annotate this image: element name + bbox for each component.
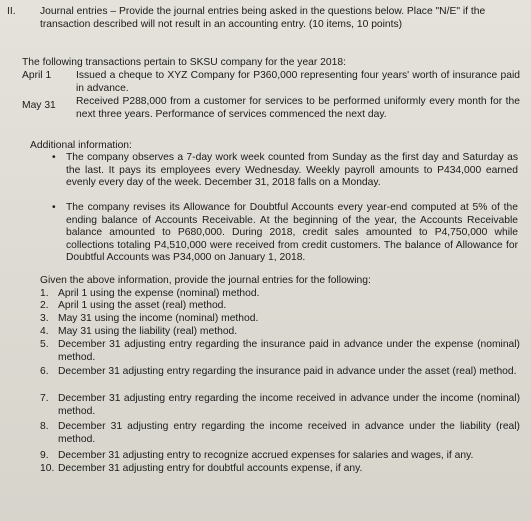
bullet-dot: • bbox=[52, 202, 56, 213]
question-text: December 31 adjusting entry regarding the insurance paid in advance under the asset (real) method. bbox=[58, 366, 517, 377]
question-number: 1. bbox=[40, 288, 49, 299]
transaction-date: April 1 bbox=[22, 70, 52, 81]
question-number: 4. bbox=[40, 326, 49, 337]
question-number: 8. bbox=[40, 421, 49, 432]
question-text: December 31 adjusting entry regarding the income received in advance under the liability (real) method. bbox=[58, 421, 520, 445]
question-number: 9. bbox=[40, 450, 49, 461]
transaction-date: May 31 bbox=[22, 100, 56, 111]
section-instructions: Journal entries – Provide the journal entries being asked in the questions below. Place "N/E" if the transaction described will not result in an accounting entry. (10 items, 10 points) bbox=[40, 6, 486, 30]
transaction-description: Received P288,000 from a customer for services to be performed uniformly every month for the next three years. Performance of services commenced the next day. bbox=[76, 96, 520, 120]
question-number: 7. bbox=[40, 393, 49, 404]
additional-info-label: Additional information: bbox=[30, 140, 132, 151]
question-text: April 1 using the asset (real) method. bbox=[58, 300, 227, 311]
question-number: 2. bbox=[40, 300, 49, 311]
section-number: II. bbox=[7, 6, 16, 17]
bullet-dot: • bbox=[52, 152, 56, 163]
transactions-intro: The following transactions pertain to SKSU company for the year 2018: bbox=[22, 57, 346, 68]
info-bullet: The company observes a 7-day work week counted from Sunday as the first day and Saturday as the last. It pays its employees every Wednesday. Weekly payroll amounts to P434,000 earned evenly every day of the week. December 31, 2018 falls on a Monday. bbox=[66, 152, 518, 189]
question-text: May 31 using the liability (real) method. bbox=[58, 326, 238, 337]
question-number: 10. bbox=[40, 463, 55, 474]
question-text: April 1 using the expense (nominal) method. bbox=[58, 288, 260, 299]
question-text: December 31 adjusting entry for doubtful accounts expense, if any. bbox=[58, 463, 363, 474]
question-text: December 31 adjusting entry regarding the income received in advance under the income (nominal) method. bbox=[58, 393, 520, 417]
question-number: 6. bbox=[40, 366, 49, 377]
transaction-description: Issued a cheque to XYZ Company for P360,000 representing four years' worth of insurance paid in advance. bbox=[76, 70, 520, 94]
question-text: December 31 adjusting entry to recognize accrued expenses for salaries and wages, if any. bbox=[58, 450, 474, 461]
question-number: 3. bbox=[40, 313, 49, 324]
info-bullet: The company revises its Allowance for Doubtful Accounts every year-end computed at 5% of the ending balance of Accounts Receivable. At the beginning of the year, the Accounts Receivable balance amounted to P680,000. During 2018, credit sales amounted to P4,750,000 while collections totaling P4,510,000 were received from credit customers. The balance of Allowance for Doubtful Accounts was P34,000 on January 1, 2018. bbox=[66, 202, 518, 264]
question-text: May 31 using the income (nominal) method. bbox=[58, 313, 259, 324]
questions-intro: Given the above information, provide the journal entries for the following: bbox=[40, 275, 371, 286]
question-text: December 31 adjusting entry regarding the insurance paid in advance under the expense (nominal) method. bbox=[58, 339, 520, 363]
question-number: 5. bbox=[40, 339, 49, 350]
